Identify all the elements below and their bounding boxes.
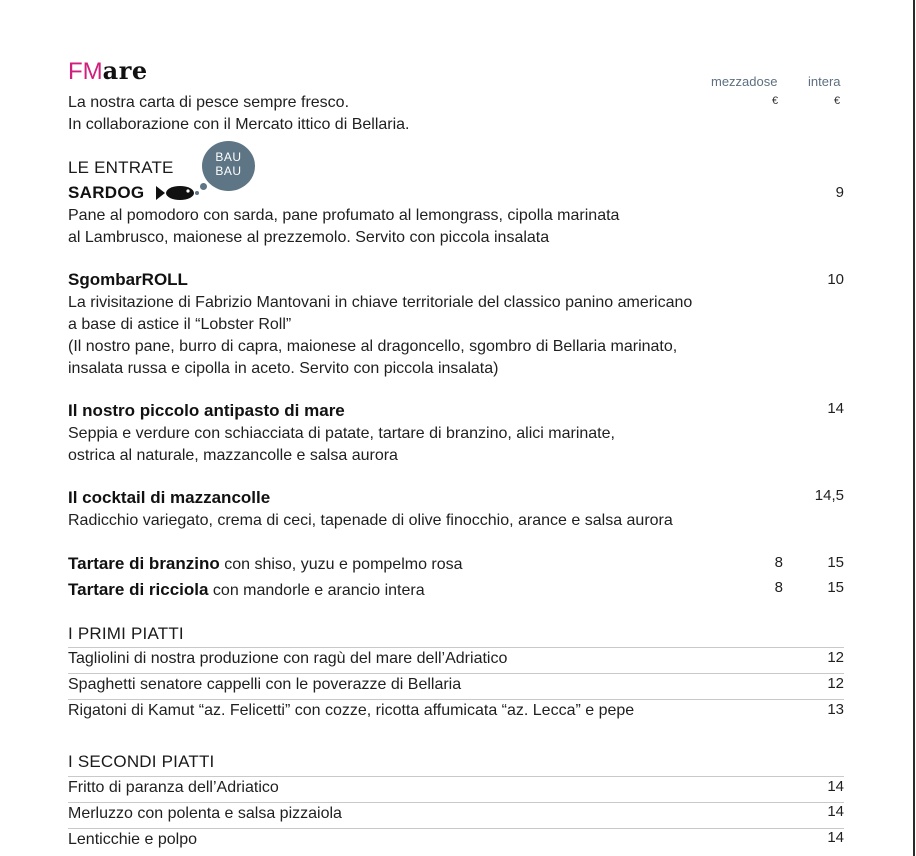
item-name-tartare-branzino: Tartare di branzino: [68, 554, 220, 573]
intro-line-2: In collaborazione con il Mercato ittico di Bellaria.: [68, 116, 410, 133]
desc-sgombarroll-1: La rivisitazione di Fabrizio Mantovani in chiave territoriale del classico panino americano: [68, 294, 693, 311]
badge-line-2: BAU: [215, 164, 242, 178]
price-primi-2: 12: [827, 675, 844, 692]
price-sardog: 9: [835, 184, 844, 201]
column-header-intera: intera: [808, 74, 841, 89]
section-title-entrate: LE ENTRATE: [68, 158, 174, 177]
brand-mare: are: [102, 56, 148, 85]
item-name-tartare-ricciola: Tartare di ricciola: [68, 580, 209, 599]
bau-bau-badge: [202, 141, 255, 191]
desc-sardog-1: Pane al pomodoro con sarda, pane profumato al lemongrass, cipolla marinata: [68, 207, 620, 224]
price-secondi-1: 14: [827, 778, 844, 795]
price-full-tartare-ricciola: 15: [827, 579, 844, 596]
currency-half: €: [772, 95, 779, 107]
desc-sardog-2: al Lambrusco, maionese al prezzemolo. Servito con piccola insalata: [68, 229, 550, 246]
desc-antipasto-1: Seppia e verdure con schiacciata di patate, tartare di branzino, alici marinate,: [68, 425, 615, 442]
desc-antipasto-2: ostrica al naturale, mazzancolle e salsa aurora: [68, 447, 398, 464]
item-desc-tartare-ricciola: con mandorle e arancio intera: [208, 582, 425, 599]
item-name-sardog: SARDOG: [68, 183, 145, 202]
item-name-sgombarroll: SgombarROLL: [68, 270, 188, 289]
list-item: Lenticchie e polpo: [68, 831, 197, 848]
list-item: Merluzzo con polenta e salsa pizzaiola: [68, 805, 342, 822]
price-secondi-2: 14: [827, 803, 844, 820]
brand-logo: [68, 57, 148, 86]
item-tartare-ricciola: [68, 579, 425, 602]
list-item: Tagliolini di nostra produzione con ragù del mare dell’Adriatico: [68, 650, 508, 667]
desc-sgombarroll-2: a base di astice il “Lobster Roll”: [68, 316, 292, 333]
list-item: Rigatoni di Kamut “az. Felicetti” con cozze, ricotta affumicata “az. Lecca” e pepe: [68, 702, 635, 719]
intro-line-1: La nostra carta di pesce sempre fresco.: [68, 94, 350, 111]
price-primi-1: 12: [827, 649, 844, 666]
badge-line-1: BAU: [215, 150, 242, 164]
fish-icon: [156, 184, 196, 202]
desc-sgombarroll-4: insalata russa e cipolla in aceto. Servito con piccola insalata): [68, 360, 499, 377]
section-title-secondi: I SECONDI PIATTI: [68, 752, 215, 771]
item-tartare-branzino: [68, 553, 463, 576]
badge-dot-large: [200, 183, 207, 190]
item-name-antipasto: Il nostro piccolo antipasto di mare: [68, 401, 345, 420]
column-header-mezzadose: mezzadose: [711, 74, 778, 89]
desc-sgombarroll-3: (Il nostro pane, burro di capra, maionese al dragoncello, sgombro di Bellaria marinato,: [68, 338, 678, 355]
item-name-cocktail: Il cocktail di mazzancolle: [68, 488, 271, 507]
price-half-tartare-ricciola: 8: [774, 579, 783, 596]
item-desc-tartare-branzino: con shiso, yuzu e pompelmo rosa: [219, 556, 463, 573]
page-edge: [913, 0, 915, 856]
list-item: Fritto di paranza dell’Adriatico: [68, 779, 279, 796]
price-antipasto: 14: [827, 400, 844, 417]
brand-fm: FM: [68, 58, 103, 85]
price-sgombarroll: 10: [827, 271, 844, 288]
price-primi-3: 13: [827, 701, 844, 718]
list-item: Spaghetti senatore cappelli con le poverazze di Bellaria: [68, 676, 462, 693]
price-secondi-3: 14: [827, 829, 844, 846]
price-cocktail: 14,5: [814, 487, 844, 504]
price-half-tartare-branzino: 8: [774, 554, 783, 571]
section-title-primi: I PRIMI PIATTI: [68, 624, 184, 643]
desc-cocktail-1: Radicchio variegato, crema di ceci, tapenade di olive finocchio, arance e salsa aurora: [68, 512, 673, 529]
price-full-tartare-branzino: 15: [827, 554, 844, 571]
currency-full: €: [834, 95, 841, 107]
